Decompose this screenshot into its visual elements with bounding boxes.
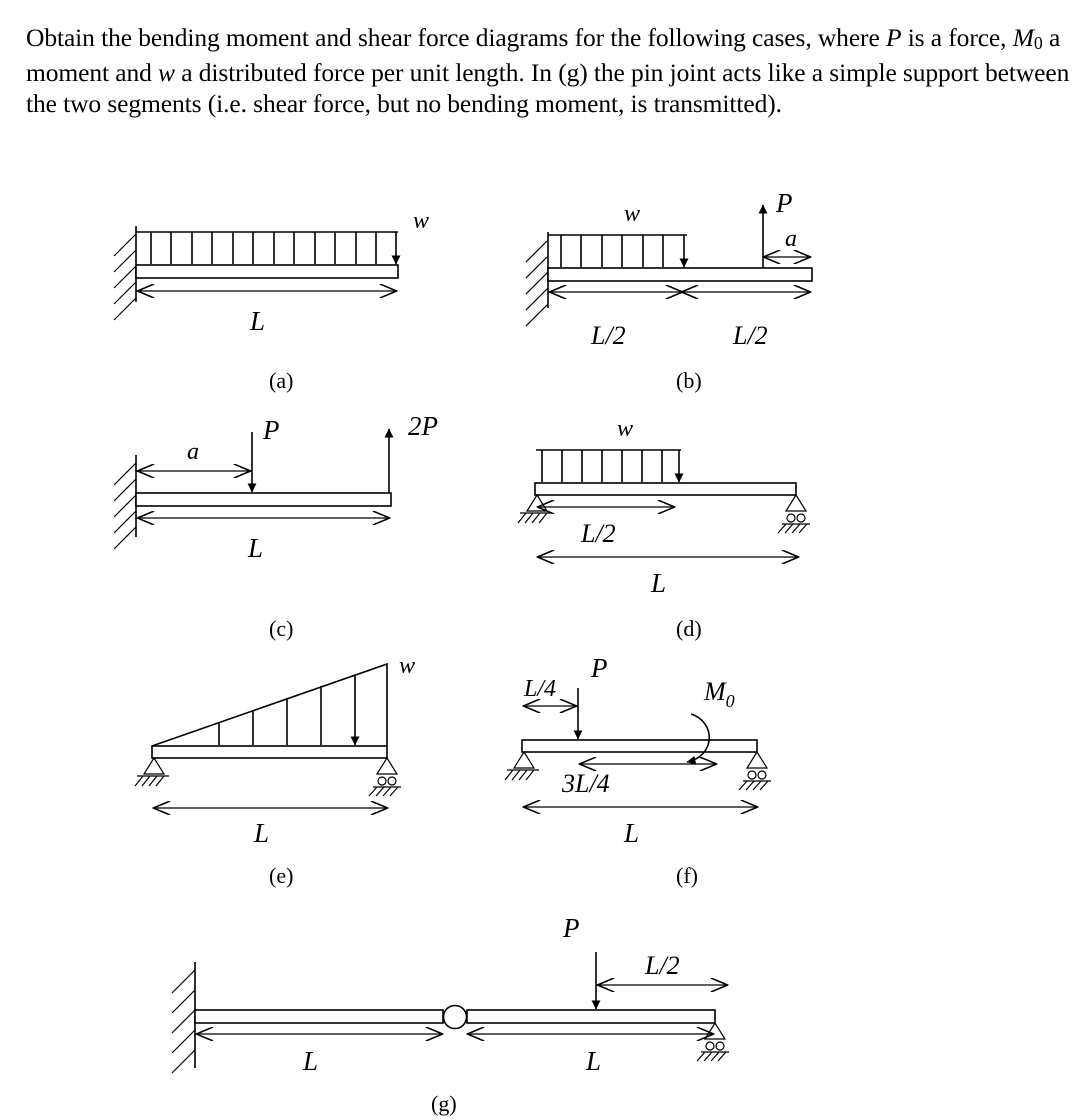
force-label-p: P — [263, 415, 280, 445]
span-label-l: L — [250, 306, 266, 336]
figure-d — [518, 416, 810, 641]
intro-symbol-m: M — [1012, 23, 1034, 52]
moment-label: $M_0$ — [704, 677, 735, 711]
distributed-load — [536, 450, 681, 482]
load-label-w: w — [617, 416, 634, 442]
pin-support-left — [505, 752, 539, 780]
intro-text-1: Obtain the bending moment and shear force diagrams for the following cases, where — [26, 23, 886, 52]
span-label-l: L — [651, 568, 667, 598]
beam — [136, 265, 398, 278]
span-label-l: L — [248, 533, 264, 563]
pin-support-left — [135, 758, 169, 786]
span-label-half: L/2 — [581, 519, 616, 548]
wall-support — [114, 455, 136, 549]
intro-symbol-m-subscript: 0 — [1033, 32, 1043, 53]
offset-label-a: a — [187, 439, 199, 465]
span-label-right: L — [586, 1046, 602, 1076]
wall-support — [526, 232, 548, 326]
load-label-w: w — [624, 201, 641, 227]
figure-f — [505, 653, 771, 888]
beam — [152, 746, 387, 758]
roller-support-right — [697, 1023, 729, 1061]
caption-e: (e) — [269, 863, 294, 888]
figure-g — [172, 913, 729, 1116]
beam — [535, 483, 796, 495]
caption-b: (b) — [676, 368, 702, 393]
caption-f: (f) — [676, 863, 698, 888]
figure-a — [114, 208, 429, 393]
intro-symbol-p: P — [885, 23, 902, 52]
roller-support-right — [739, 752, 771, 790]
span-label-3l4: 3L/4 — [562, 769, 610, 798]
caption-g: (g) — [431, 1091, 457, 1116]
roller-support-right — [778, 495, 810, 533]
beam-right-segment — [467, 1010, 715, 1023]
load-label-w: w — [413, 208, 430, 234]
intro-text-3: a moment and — [26, 23, 1061, 87]
moment-arrow — [687, 714, 709, 762]
offset-label-a: a — [785, 226, 797, 252]
roller-support-right — [369, 758, 401, 796]
span-label-left: L — [303, 1046, 319, 1076]
beam — [136, 493, 391, 506]
caption-d: (d) — [676, 616, 702, 641]
caption-c: (c) — [269, 616, 294, 641]
figure-b — [526, 188, 812, 393]
pin-support-left — [518, 495, 552, 523]
distributed-load — [548, 235, 687, 267]
caption-a: (a) — [269, 368, 294, 393]
figure-e — [135, 653, 415, 888]
force-label-p: P — [591, 653, 608, 683]
triangular-load — [152, 664, 387, 746]
force-label-2p: 2P — [408, 411, 438, 441]
beam — [522, 740, 757, 752]
beam — [548, 268, 812, 281]
span-label-left: L/2 — [591, 321, 626, 350]
span-label-right: L/2 — [733, 321, 768, 350]
span-label-l: L — [624, 818, 640, 848]
wall-support — [172, 962, 195, 1073]
offset-label: L/4 — [524, 676, 557, 702]
force-label-p: P — [563, 913, 580, 943]
figure-c — [114, 411, 438, 641]
intro-symbol-w: w — [158, 57, 175, 87]
offset-label: L/2 — [645, 951, 680, 980]
intro-text-2: is a force, — [901, 23, 1013, 52]
force-label-p: P — [776, 188, 793, 218]
span-label-l: L — [254, 818, 270, 848]
intro-text-4: a distributed force per unit length. In (g) the pin joint acts like a simple support between the two segments (i.e. shear force, but no bending moment, is transmitted). — [26, 57, 1070, 118]
wall-support — [114, 226, 136, 320]
distributed-load — [136, 232, 398, 264]
load-label-w: w — [399, 653, 416, 679]
beam-left-segment — [195, 1010, 443, 1023]
pin-joint — [444, 1006, 467, 1029]
